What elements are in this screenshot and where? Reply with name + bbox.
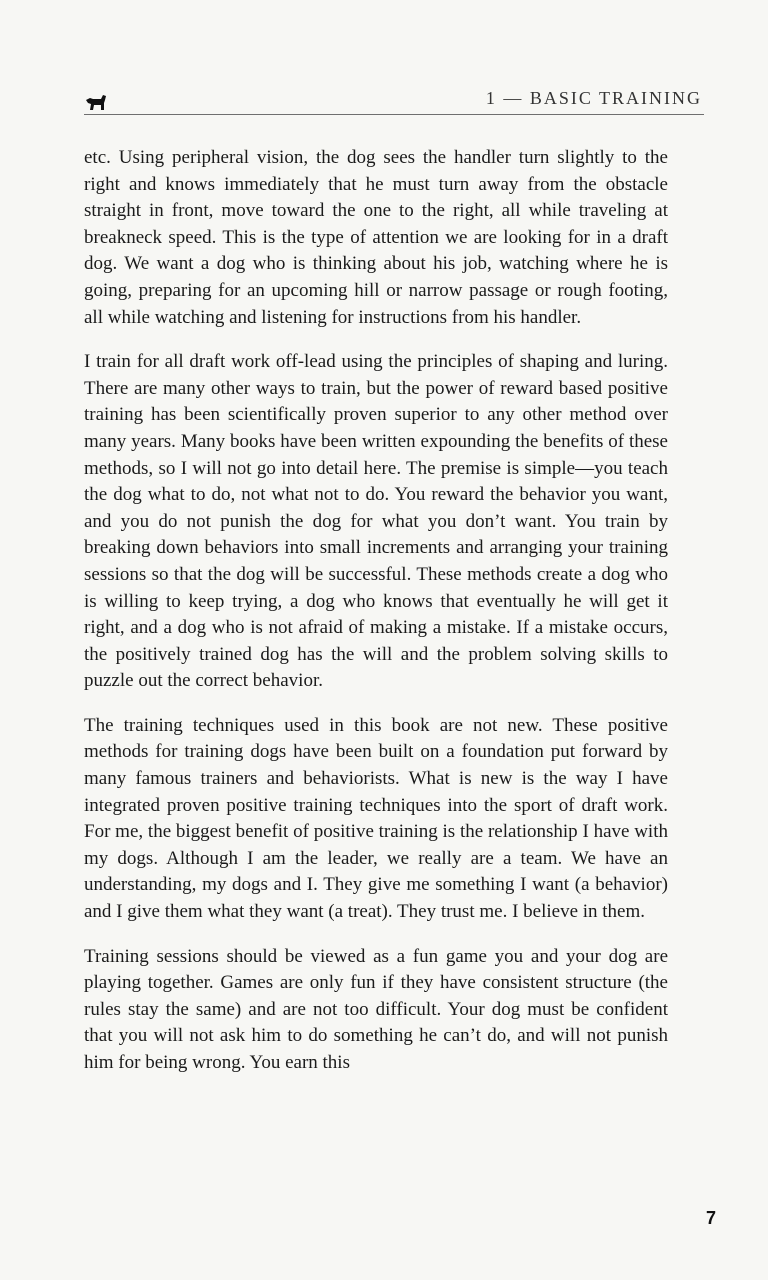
paragraph-1: etc. Using peripheral vision, the dog sees the handler turn slightly to the right and knows immediately that he must turn away from the obstacle straight in front, move toward the one to the right, all while traveling at breakneck speed. This is the type of attention we are looking for in a draft dog. We want a dog who is thinking about his job, watching where he is going, preparing for an upcoming hill or narrow passage or rough footing, all while watching and listening for instructions from his handler.	[84, 147, 668, 328]
page-number: 7	[705, 1208, 716, 1228]
paragraph-2: I train for all draft work off-lead using the principles of shaping and luring. There are many other ways to train, but the power of reward based positive training has been scientifically proven superior to any other method over many years. Many books have been written expounding the benefits of these methods, so I will not go into detail here. The premise is simple—you teach the dog what to do, not what not to do. You reward the behavior you want, and you do not punish the dog for what you don’t want. You train by breaking down behaviors into small increments and arranging your training sessions so that the dog will be successful. These methods create a dog who is willing to keep trying, a dog who knows that eventually he will get it right, and a dog who is not afraid of making a mistake. If a mistake occurs, the positively trained dog has the will and the problem solving skills to puzzle out the correct behavior.	[84, 351, 668, 692]
dog-icon	[84, 92, 108, 112]
paragraph-4: Training sessions should be viewed as a fun game you and your dog are playing together. Games are only fun if they have consistent structure (the rules stay the same) and are not too difficult. Your dog must be confident that you will not ask him to do something he can’t do, and will not punish him for being wrong. You earn this	[84, 945, 668, 1073]
page-header	[84, 86, 704, 115]
body-text	[84, 145, 668, 1095]
paragraph-3: The training techniques used in this book are not new. These positive methods for training dogs have been built on a foundation put forward by many famous trainers and behaviorists. What is new is the way I have integrated proven positive training techniques into the sport of draft work. For me, the biggest benefit of positive training is the relationship I have with my dogs. Although I am the leader, we really are a team. We have an understanding, my dogs and I. They give me something I want (a behavior) and I give them what they want (a treat). They trust me. I believe in them.	[84, 714, 668, 923]
running-head: 1 — BASIC TRAINING	[485, 88, 702, 108]
